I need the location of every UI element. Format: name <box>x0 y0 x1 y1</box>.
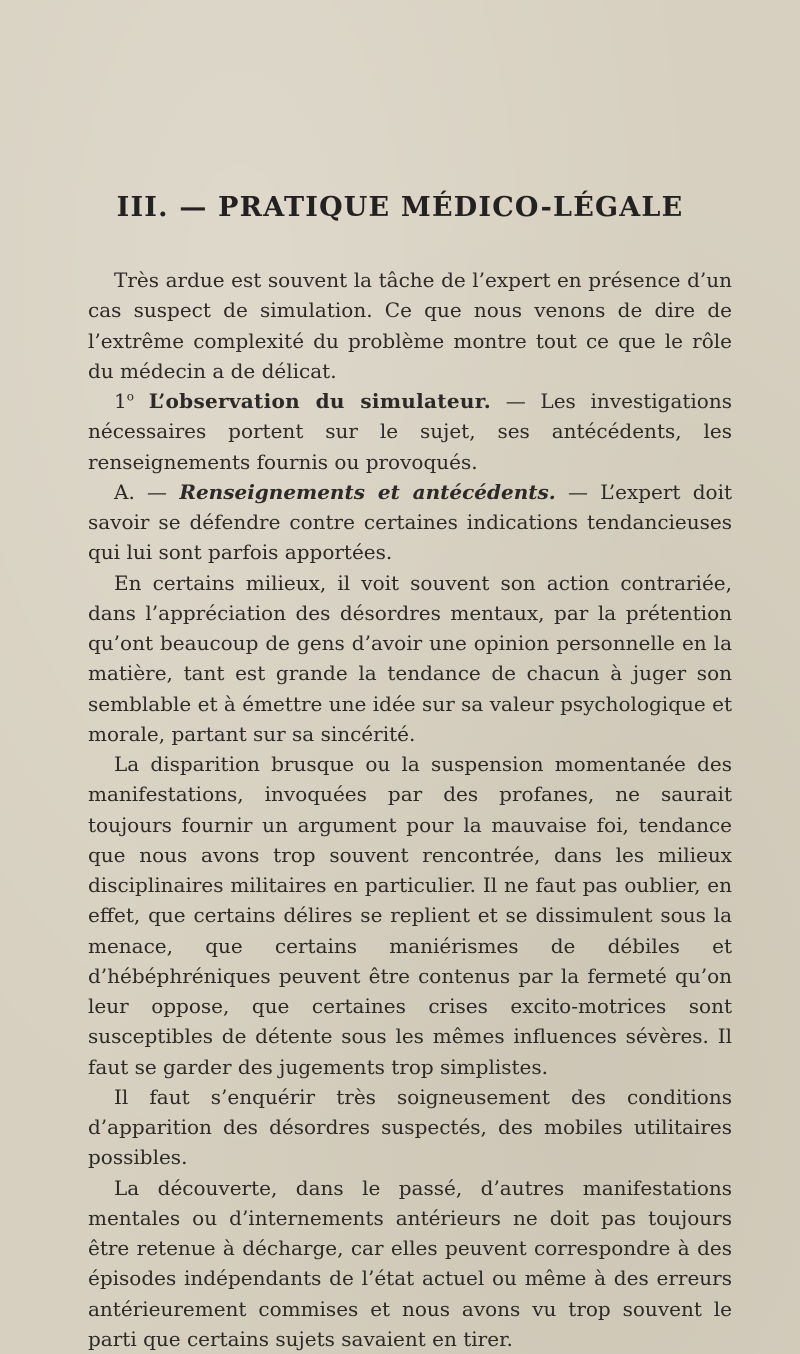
paragraph-enquerir <box>88 1082 732 1173</box>
paragraph-text: En certains milieux, il voit souvent son action contrariée, dans l’appréciation des désordres mentaux, par la prétention qu’ont beaucoup de gens d’avoir une opinion personnelle en la matière, tant est grande la tendance de chacun à juger son semblable et à émettre une idée sur sa valeur psychologique et morale, partant sur sa sincérité. <box>88 570 732 746</box>
paragraph-renseignements <box>88 477 732 568</box>
body-text <box>88 265 732 1354</box>
section-heading: III. — PRATIQUE MÉDICO-LÉGALE <box>116 192 684 223</box>
paragraph-decouverte <box>88 1173 732 1354</box>
paragraph-observation <box>88 386 732 477</box>
paragraph-intro <box>88 265 732 386</box>
paragraph-text: — L’expert doit savoir se défendre contre certaines indications tendancieuses qui lui sont parfois apportées. <box>88 479 733 565</box>
paragraph-text: Il faut s’enquérir très soigneusement des conditions d’apparition des désordres suspectés, des mobiles utilitaires possibles. <box>88 1084 732 1170</box>
ordinal-superscript: o <box>126 389 134 404</box>
paragraph-text: Très ardue est souvent la tâche de l’expert en présence d’un cas suspect de simulation. Ce que nous venons de dire de l’extrême complexité du problème montre tout ce que le rôle du médecin a de délicat. <box>88 268 732 383</box>
paragraph-text: La découverte, dans le passé, d’autres manifestations mentales ou d’internements antérieurs ne doit pas toujours être retenue à décharge, car elles peuvent correspondre à des épisodes indépendants de l’état actuel ou même à des erreurs antérieurement commises et nous avons vu trop souvent le parti que certains sujets savaient en tirer. <box>88 1175 732 1351</box>
paragraph-text: — Les investigations nécessaires portent sur le sujet, ses antécédents, les renseignements fournis ou provoqués. <box>88 389 732 474</box>
paragraph-milieux <box>88 568 732 750</box>
paragraph-text: La disparition brusque ou la suspension momentanée des manifestations, invoquées par des profanes, ne saurait toujours fournir un argument pour la mauvaise foi, tendance que nous avons trop souvent rencontrée, dans les milieux disciplinaires militaires en particulier. Il ne faut pas oublier, en effet, que certains délires se replient et se dissimulent sous la menace, que certains maniérismes de débiles et d’hébéphréniques peuvent être contenus par la fermeté qu’on leur oppose, que certaines crises excito-motrices sont susceptibles de détente sous les mêmes influences sévères. Il faut se garder des jugements trop simplistes. <box>88 752 732 1079</box>
subsection-prefix: A. — <box>114 479 180 504</box>
section-number: 1 <box>114 389 127 413</box>
subsection-title: L’observation du simulateur. <box>148 389 491 413</box>
paragraph-disparition <box>88 749 732 1082</box>
subsection-title: Renseignements et antécédents. <box>179 479 556 504</box>
